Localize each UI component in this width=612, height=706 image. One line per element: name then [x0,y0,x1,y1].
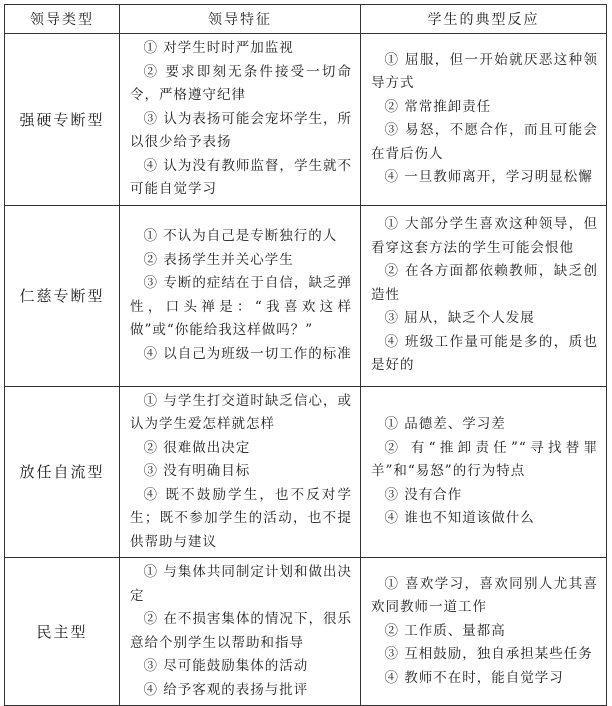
reaction-item: ④ 一旦教师离开，学习明显松懈 [384,169,593,186]
features-cell [120,222,360,369]
feature-item: ④ 认为没有教师监督，学生就不可能自觉学习 [130,157,352,197]
features-cell [120,387,360,558]
reaction-item: ① 品德差、学习差 [384,416,506,432]
header-row [5,5,607,34]
feature-item: ② 很难做出决定 [143,439,251,456]
features-cell [120,558,360,705]
row-type: 强硬专断型 [5,34,120,206]
feature-item: ④ 既不鼓励学生，也不反对学生；既不参加学生的活动，也不提供帮助与建议 [130,486,352,550]
row-type: 仁慈专断型 [5,205,120,386]
feature-item: ① 对学生时时严加监视 [143,40,294,56]
row-type: 民主型 [5,558,120,706]
reaction-item: ③ 易怒，不愿合作，而且可能会在背后伤人 [371,122,598,162]
table-row [5,386,607,558]
reaction-item: ③ 没有合作 [384,486,463,503]
row-type: 放任自流型 [5,386,120,558]
feature-item: ③ 认为表扬可能会宠坏学生，所以很少给予表扬 [130,110,352,150]
feature-item: ① 与集体共同制定计划和做出决定 [130,564,352,604]
table-row [5,558,607,706]
reaction-item: ① 喜欢学习，喜欢同别人尤其喜欢同教师一道工作 [371,575,598,616]
reaction-item: ① 大部分学生喜欢这种领导，但看穿这套方法的学生可能会恨他 [371,216,598,256]
feature-item: ③ 尽可能鼓励集体的活动 [143,658,309,674]
feature-item: ① 不认为自己是专断独行的人 [143,228,338,244]
reaction-item: ④ 谁也不知道该做什么 [384,510,535,526]
features-cell [120,34,360,205]
feature-item: ② 要求即刻无条件接受一切命令，严格遵守纪律 [130,63,352,103]
reaction-item: ④ 教师不在时，能自觉学习 [384,669,564,686]
feature-item: ② 表扬学生并关心学生 [143,251,294,268]
reaction-item: ③ 互相鼓励，独自承担某些任务 [384,646,593,663]
reaction-item: ② 常常推卸责任 [384,98,492,115]
reaction-item: ② 有“推卸责任”“寻找替罪羊”和“易怒”的行为特点 [371,439,598,479]
reaction-item: ② 工作质、量都高 [384,622,506,639]
table-row [5,205,607,386]
header-type: 领导类型 [5,5,120,34]
reactions-cell [361,570,606,694]
table-row [5,34,607,206]
feature-item: ③ 没有明确目标 [143,463,251,479]
feature-item: ④ 以自己为班级一切工作的标准 [143,345,352,362]
feature-item: ④ 给予客观的表扬与批评 [143,681,309,698]
feature-item: ③ 专断的症结在于自信，缺乏弹性，口头禅是：“我喜欢这样做”或“你能给我这样做吗？” [130,275,352,338]
reactions-cell [361,46,606,193]
reaction-item: ① 屈服，但一开始就厌恶这种领导方式 [371,51,598,92]
reaction-item: ③ 屈从，缺乏个人发展 [384,310,535,327]
reaction-item: ④ 班级工作量可能是多的，质也是好的 [371,333,598,374]
reaction-item: ② 在各方面都依赖教师，缺乏创造性 [371,263,598,303]
header-features: 领导特征 [120,5,361,34]
feature-item: ② 在不损害集体的情况下，很乐意给个别学生以帮助和指导 [130,611,352,651]
leadership-table [4,4,607,706]
header-reactions: 学生的典型反应 [361,5,607,34]
reactions-cell [361,210,606,381]
reactions-cell [361,410,606,534]
feature-item: ① 与学生打交道时缺乏信心，或认为学生爱怎样就怎样 [130,392,352,432]
